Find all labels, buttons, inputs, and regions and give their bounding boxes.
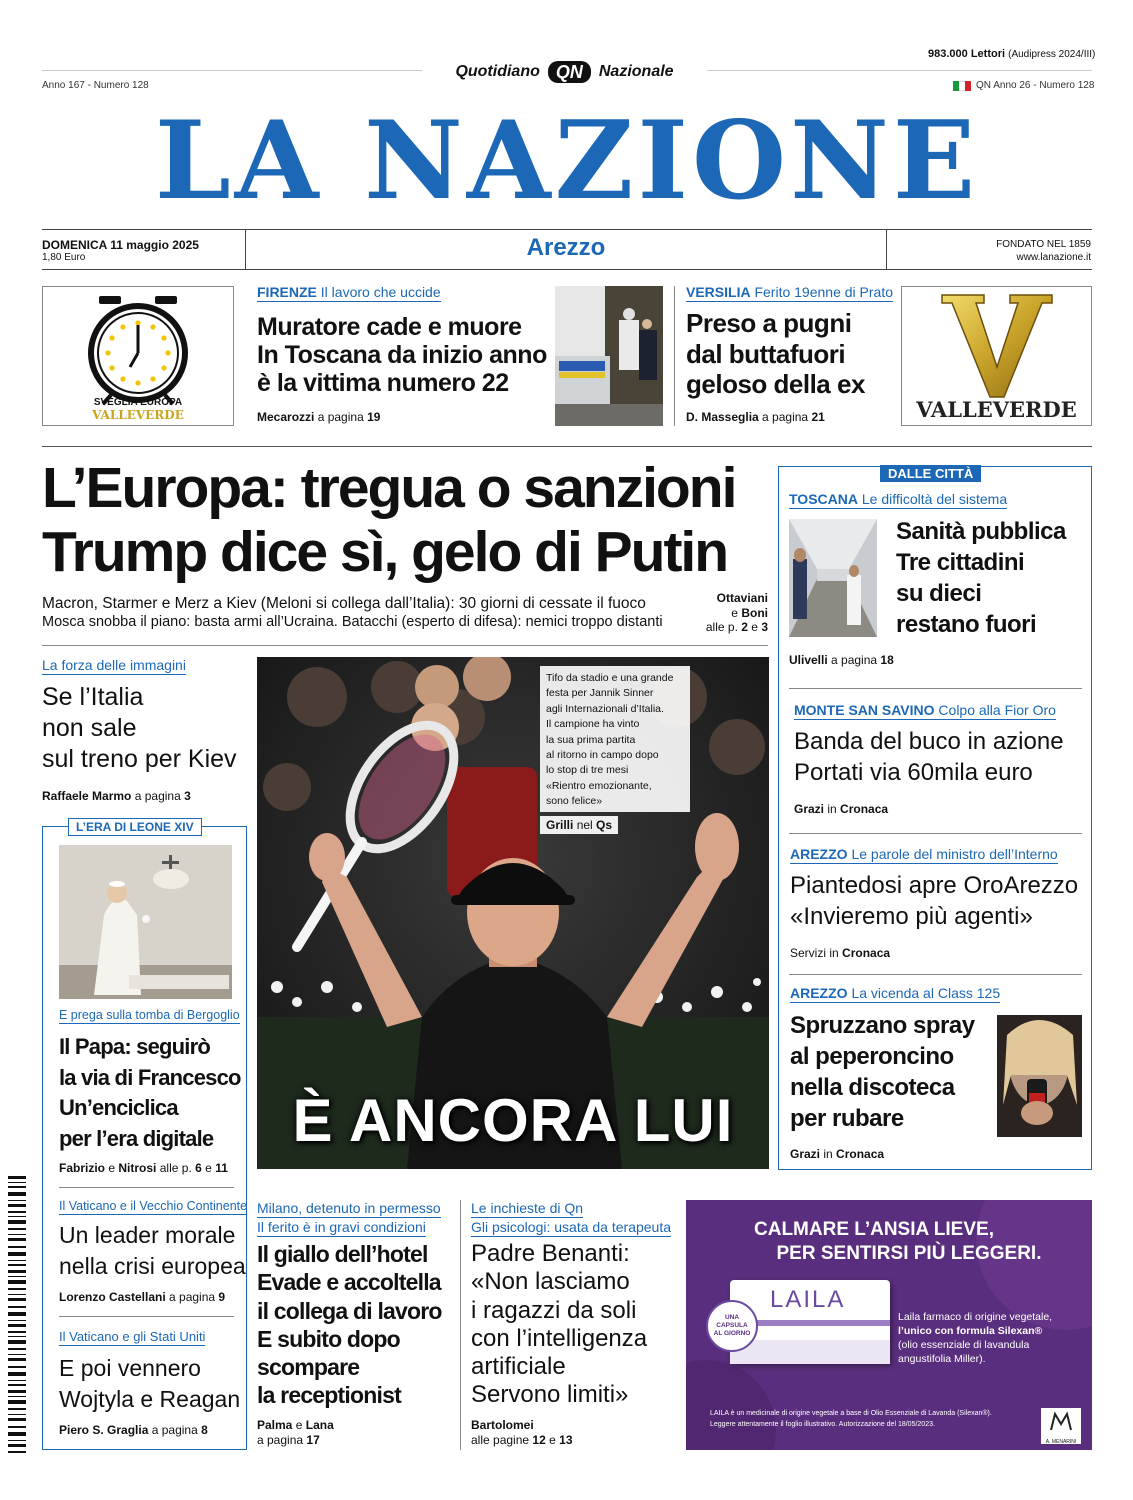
qn-banner: [422, 58, 707, 86]
page-number: 2: [741, 620, 748, 634]
pope-at-tomb-photo: [59, 845, 232, 999]
headline-line: Il giallo dell’hotel: [257, 1241, 428, 1267]
headline-line: al peperoncino: [790, 1043, 954, 1070]
kicker-place: TOSCANA: [789, 491, 858, 507]
kicker-text: Le difficoltà del sistema: [861, 491, 1008, 507]
benanti-headline[interactable]: [471, 1240, 647, 1410]
vaticano2-headline[interactable]: [59, 1353, 240, 1415]
caption-line: «Rientro emozionante,: [546, 779, 652, 792]
and-text: e: [205, 1161, 212, 1175]
leone-rule1: [59, 1187, 234, 1188]
ad-desc-line: (olio essenziale di lavandula: [898, 1339, 1030, 1351]
kicker-line: Gli psicologi: usata da terapeuta: [471, 1219, 672, 1235]
kicker-text: Colpo alla Fior Oro: [938, 702, 1056, 718]
section-name: Cronaca: [836, 1147, 885, 1161]
vaticano2-kicker: [59, 1328, 205, 1346]
author: Palma: [257, 1418, 293, 1432]
pages-text: alle pagine: [471, 1433, 530, 1447]
caption-line: Il campione ha vinto: [546, 718, 640, 731]
section-name: Qs: [596, 818, 613, 832]
and-text: e: [751, 620, 758, 634]
readers-info: [928, 48, 1095, 60]
forza-byline: [42, 789, 191, 803]
headline-line: Evade e accoltella: [257, 1269, 441, 1296]
forza-headline[interactable]: [42, 682, 237, 775]
author: Fabrizio: [59, 1161, 106, 1175]
vaticano2-byline: [59, 1423, 208, 1437]
forza-kicker: [42, 657, 186, 675]
main-headline-line2: Trump dice sì, gelo di Putin: [42, 520, 728, 584]
banda-headline[interactable]: [794, 726, 1064, 788]
banda-byline: [794, 802, 888, 816]
main-subheadline: [42, 594, 663, 632]
author: Ottaviani: [716, 591, 768, 605]
page-number: 8: [201, 1423, 208, 1437]
page-number: 3: [184, 789, 191, 803]
anno-right-wrap: [953, 80, 1094, 91]
versilia-byline: [686, 410, 825, 424]
kicker-place: VERSILIA: [686, 284, 751, 300]
headline-line: Padre Benanti:: [471, 1240, 630, 1267]
vaticano1-kicker: [59, 1197, 247, 1215]
headline-line: scompare: [257, 1354, 360, 1381]
kicker-line: Milano, detenuto in permesso: [257, 1200, 441, 1216]
headline-line: la via di Francesco: [59, 1064, 241, 1090]
caption-line: al ritorno in campo dopo: [546, 749, 659, 762]
arezzo-kicker-2: [790, 985, 1000, 1003]
author: Grazi: [794, 802, 825, 816]
spray-headline[interactable]: [790, 1010, 975, 1134]
leone-box-label: L’ERA DI LEONE XIV: [68, 818, 202, 836]
author: Grilli: [546, 818, 574, 832]
readers-source: (Audipress 2024/III): [1008, 49, 1096, 60]
headline-line: «Invieremo più agenti»: [790, 903, 1033, 930]
page-text: a pagina: [134, 789, 181, 803]
qn-right-text: Nazionale: [598, 63, 674, 80]
anno-right: QN Anno 26 - Numero 128: [976, 80, 1095, 91]
kicker-text: Il Vaticano e il Vecchio Continente: [59, 1199, 248, 1213]
headline-line: per rubare: [790, 1105, 904, 1132]
and-text: e: [549, 1433, 556, 1447]
laila-description: [898, 1310, 1052, 1366]
firenze-headline[interactable]: [257, 313, 557, 397]
ad-desc-line: l’unico con formula Silexan®: [898, 1325, 1043, 1337]
toscana-kicker: [789, 491, 1007, 509]
in-text: nel: [576, 818, 593, 832]
ad-title-line: CALMARE L’ANSIA LIEVE,: [754, 1219, 994, 1240]
in-text: in: [823, 1147, 833, 1161]
headline-line: Un’enciclica: [59, 1095, 178, 1120]
headline-line: Se l’Italia: [42, 683, 144, 711]
sveglia-line1: SVEGLIA EUROPA: [93, 397, 183, 408]
versilia-headline[interactable]: [686, 308, 886, 400]
main-headline-line1: L’Europa: tregua o sanzioni: [42, 456, 736, 520]
bottom-divider: [460, 1200, 461, 1450]
firenze-photo: [555, 286, 663, 426]
issue-date: DOMENICA 11 maggio 2025: [42, 238, 199, 252]
qn-logo: QN: [548, 61, 591, 83]
page-number: 18: [880, 653, 894, 667]
headline-line: non sale: [42, 714, 137, 742]
sinner-caption: [540, 666, 690, 812]
caption-line: la sua prima partita: [546, 733, 636, 746]
author: Bartolomei: [471, 1418, 534, 1432]
kicker-text: E prega sulla tomba di Bergoglio: [59, 1008, 240, 1022]
issue-price: 1,80 Euro: [42, 252, 86, 263]
vaticano1-headline[interactable]: [59, 1220, 246, 1282]
author: Piero S. Graglia: [59, 1423, 149, 1437]
kicker-text: Il lavoro che uccide: [320, 284, 441, 300]
headline-line: Wojtyla e Reagan: [59, 1386, 241, 1412]
edition-div-r: [886, 229, 887, 270]
hospital-corridor-photo: [789, 519, 877, 637]
caption-line: sono felice»: [546, 795, 603, 808]
headline-line: sul treno per Kiev: [42, 745, 237, 773]
readers-count: 983.000 Lettori: [928, 48, 1006, 60]
author: Boni: [741, 605, 768, 620]
headline-line: Tre cittadini: [896, 549, 1025, 576]
ad-desc-line: angustifolia Miller).: [898, 1353, 986, 1365]
kicker-line: Il ferito è in gravi condizioni: [257, 1219, 426, 1235]
sinner-byline: [540, 816, 618, 834]
menarini-text: A. MENARINI: [1045, 1439, 1077, 1445]
leone-headline[interactable]: [59, 1032, 241, 1154]
main-byline: [700, 591, 768, 635]
headline-line: Servono limiti»: [471, 1381, 629, 1409]
sanita-headline[interactable]: [896, 516, 1066, 640]
leone-rule2: [59, 1316, 234, 1317]
caption-line: lo stop di tre mesi: [546, 764, 629, 777]
headline-line: artificiale: [471, 1353, 566, 1381]
author: Raffaele Marmo: [42, 789, 132, 803]
author: Servizi: [790, 946, 827, 960]
leone-byline: [59, 1161, 228, 1175]
headline-line: Banda del buco in azione: [794, 728, 1064, 755]
laila-ad-title: [686, 1218, 1092, 1266]
page-text: a pagina: [762, 410, 809, 424]
citta-rule3: [789, 974, 1082, 975]
headline-line: Piantedosi apre OroArezzo: [790, 872, 1079, 899]
headline-line: nella crisi europea: [59, 1253, 246, 1279]
and-text: e: [731, 605, 738, 620]
headline-line: il collega di lavoro: [257, 1297, 442, 1324]
citta-rule1: [789, 688, 1082, 689]
benanti-byline: [471, 1418, 573, 1448]
leone-kicker: [59, 1006, 240, 1024]
page-text: a pagina: [169, 1290, 216, 1304]
montesansavino-kicker: [794, 702, 1056, 720]
valleverde-ad[interactable]: [901, 286, 1092, 426]
section-name: Cronaca: [840, 802, 889, 816]
inchieste-kicker: [471, 1199, 671, 1237]
pepper-spray-photo: [997, 1015, 1082, 1137]
headline-line: E subito dopo: [257, 1325, 400, 1352]
founded-year: FONDATO NEL 1859: [996, 239, 1091, 250]
main-headline[interactable]: [42, 456, 735, 584]
citta-rule2: [789, 833, 1082, 834]
giallo-hotel-headline[interactable]: [257, 1240, 442, 1410]
caption-line: agli Internazionali d’Italia.: [546, 702, 664, 715]
piantedosi-headline[interactable]: [790, 870, 1078, 932]
page-number: 6: [195, 1161, 202, 1175]
headline-line: «Non lasciamo: [471, 1268, 630, 1296]
laila-box-bottom: [730, 1340, 890, 1364]
kicker-text: Le parole del ministro dell’Interno: [851, 846, 1058, 862]
piantedosi-byline: [790, 946, 890, 960]
headline-line: Un leader morale: [59, 1222, 236, 1248]
page-text: a pagina: [257, 1433, 304, 1447]
pages-text: alle p.: [159, 1161, 192, 1175]
barcode: [6, 1176, 28, 1456]
sveglia-europa-ad[interactable]: [42, 286, 234, 426]
author: Grazi: [790, 1147, 821, 1161]
masthead-title: LA NAZIONE: [154, 98, 980, 224]
author: Mecarozzi: [257, 410, 315, 424]
kicker-place: AREZZO: [790, 846, 848, 862]
citta-label: DALLE CITTÀ: [880, 465, 981, 482]
headline-line: Sanità pubblica: [896, 518, 1066, 545]
page-number: 19: [367, 410, 381, 424]
valleverde-v-logo-icon: [902, 287, 1091, 399]
laila-brand: LAILA: [770, 1286, 846, 1313]
page-number: 21: [811, 410, 825, 424]
headline-line: Muratore cade e muore: [257, 313, 522, 341]
page-number: 12: [532, 1433, 546, 1447]
headline-line: geloso della ex: [686, 369, 865, 400]
and-text: e: [108, 1161, 116, 1175]
headline-line: Preso a pugni: [686, 308, 852, 338]
arezzo-kicker-1: [790, 846, 1058, 864]
author: Nitrosi: [118, 1161, 157, 1175]
ad-desc-line: Laila farmaco di origine vegetale,: [898, 1311, 1053, 1323]
edition-name: Arezzo: [526, 234, 606, 261]
page-text: a pagina: [317, 410, 364, 424]
hospital-photo: [789, 519, 877, 637]
versilia-kicker: [686, 284, 893, 302]
top-divider: [674, 286, 675, 426]
in-text: in: [827, 802, 837, 816]
caption-line: festa per Jannik Sinner: [546, 687, 654, 700]
page-number: 13: [559, 1433, 573, 1447]
author: Lana: [305, 1418, 334, 1432]
giallo-byline: [257, 1418, 334, 1448]
sveglia-line2: VALLEVERDE: [92, 408, 184, 422]
milano-kicker: [257, 1199, 441, 1237]
accident-scene-photo: [555, 286, 663, 426]
spray-photo: [997, 1015, 1082, 1137]
website-url: www.lanazione.it: [1016, 252, 1091, 263]
headline-line: la receptionist: [257, 1382, 401, 1409]
spray-byline: [790, 1147, 884, 1161]
barcode-icon: [6, 1176, 28, 1456]
menarini-logo: [1041, 1408, 1081, 1444]
kicker-place: MONTE SAN SAVINO: [794, 702, 935, 718]
page-text: a pagina: [151, 1423, 198, 1437]
headline-line: Spruzzano spray: [790, 1012, 975, 1039]
sinner-big-headline[interactable]: È ANCORA LUI: [292, 1087, 734, 1154]
qn-left-text: Quotidiano: [455, 63, 540, 80]
author: Ulivelli: [789, 653, 828, 667]
headline-line: dal buttafuori: [686, 338, 846, 369]
laila-seal: UNA CAPSULA AL GIORNO: [706, 1300, 758, 1352]
laila-fineprint: [710, 1408, 992, 1430]
main-rule: [42, 645, 768, 646]
kicker-place: FIRENZE: [257, 284, 317, 300]
kicker-line: Le inchieste di Qn: [471, 1200, 584, 1216]
headline-line: nella discoteca: [790, 1074, 955, 1101]
page-text: a pagina: [831, 653, 878, 667]
vaticano1-byline: [59, 1290, 225, 1304]
page-number: 3: [761, 620, 768, 634]
menarini-icon: [1041, 1408, 1081, 1434]
laila-ad[interactable]: [686, 1200, 1092, 1450]
section-name: Cronaca: [842, 946, 891, 960]
kicker-text: Ferito 19enne di Prato: [754, 284, 893, 300]
main-sub-line2: Mosca snobba il piano: basta armi all’Ucraina. Batacchi (esperto di difesa): nemici troppo distanti: [42, 614, 663, 630]
headline-line: su dieci: [896, 580, 982, 607]
headline-line: In Toscana da inizio anno: [257, 341, 547, 369]
headline-line: Portati via 60mila euro: [794, 759, 1033, 786]
page-number: 17: [306, 1433, 320, 1447]
kicker-text: Il Vaticano e gli Stati Uniti: [59, 1329, 206, 1344]
kicker-text: La vicenda al Class 125: [851, 985, 1001, 1001]
author: Lorenzo Castellani: [59, 1290, 166, 1304]
headline-line: è la vittima numero 22: [257, 369, 509, 397]
ad-title-line: PER SENTIRSI PIÙ LEGGERI.: [776, 1243, 1042, 1264]
pope-photo: [59, 845, 232, 999]
firenze-byline: [257, 410, 380, 424]
valleverde-brand: VALLEVERDE: [916, 397, 1077, 422]
firenze-kicker: [257, 284, 441, 302]
and-text: e: [295, 1418, 303, 1432]
page-number: 11: [215, 1161, 228, 1175]
sanita-byline: [789, 653, 894, 667]
headline-line: i ragazzi da soli: [471, 1296, 637, 1324]
author: D. Masseglia: [686, 410, 759, 424]
headline-line: per l’era digitale: [59, 1125, 214, 1151]
kicker-text: La forza delle immagini: [42, 657, 186, 673]
caption-line: Tifo da stadio e una grande: [546, 672, 674, 684]
fineprint-line: Leggere attentamente il foglio illustrativo. Autorizzazione del 18/05/2023.: [710, 1421, 935, 1428]
kicker-place: AREZZO: [790, 985, 848, 1001]
headline-line: Il Papa: seguirò: [59, 1034, 211, 1059]
headline-line: con l’intelligenza: [471, 1324, 648, 1352]
italian-flag-icon: [953, 81, 971, 91]
section-rule: [42, 446, 1092, 447]
main-sub-line1: Macron, Starmer e Merz a Kiev (Meloni si collega dall’Italia): 30 giorni di cessate il fuoco: [42, 595, 646, 612]
headline-line: E poi vennero: [59, 1355, 201, 1381]
masthead-title-wrap: [42, 98, 1092, 224]
headline-line: restano fuori: [896, 611, 1037, 638]
page-number: 9: [218, 1290, 226, 1304]
anno-left: Anno 167 - Numero 128: [42, 80, 149, 91]
fineprint-line: LAILA è un medicinale di origine vegetale a base di Olio Essenziale di Lavanda (Silexan®).: [710, 1410, 992, 1417]
pages-text: alle p.: [705, 620, 738, 634]
in-text: in: [829, 946, 839, 960]
